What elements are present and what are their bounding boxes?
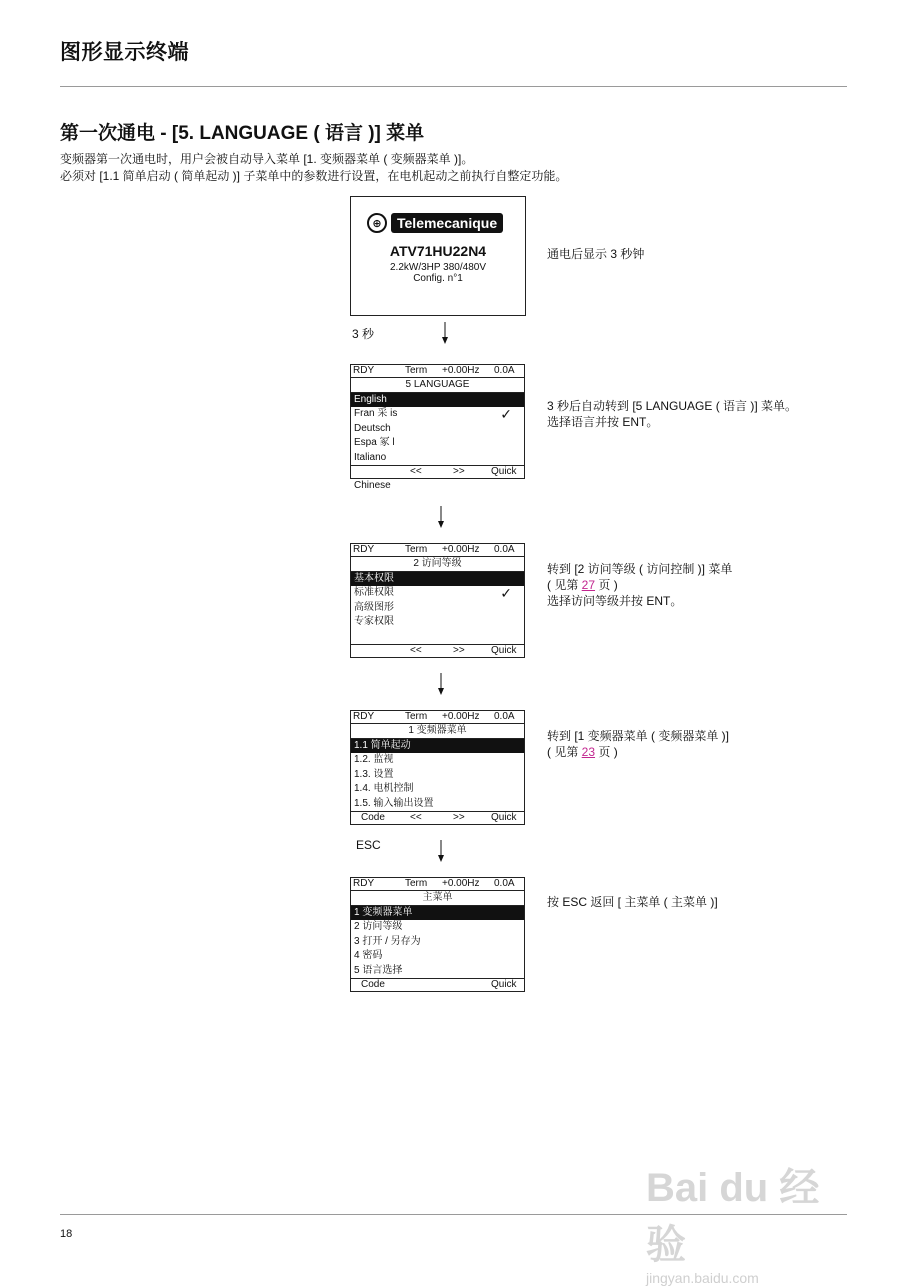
softkey-f4[interactable]: Quick xyxy=(491,465,517,477)
status-bar xyxy=(351,711,524,724)
flow-arrow-down-icon xyxy=(437,673,445,695)
menu-item[interactable]: Italiano xyxy=(354,451,387,463)
softkey-bar xyxy=(351,465,524,478)
step-1-description xyxy=(547,398,797,430)
check-icon: ✓ xyxy=(500,585,512,602)
softkey-f4[interactable]: Quick xyxy=(491,978,517,990)
softkey-f3[interactable]: >> xyxy=(453,644,465,656)
menu-item-label: 标准权限 xyxy=(354,587,394,599)
step-3-description xyxy=(547,728,729,760)
telemecanique-logo xyxy=(367,211,517,235)
softkey-bar xyxy=(351,978,524,991)
flow-arrow-down-icon xyxy=(437,840,445,862)
step-4-trigger: ESC xyxy=(356,838,381,852)
softkey-f2[interactable]: << xyxy=(410,644,422,656)
status-channel: Term xyxy=(405,878,428,889)
description-line: 转到 [1 变频器菜单 ( 变频器菜单 )] xyxy=(547,729,730,743)
status-mode: RDY xyxy=(353,711,375,722)
description-line: 选择访问等级并按 ENT。 xyxy=(547,594,683,608)
softkey-f2[interactable]: << xyxy=(410,465,422,477)
flow-arrow-down-icon xyxy=(441,322,449,344)
page-link[interactable]: 23 xyxy=(581,745,596,759)
description-line xyxy=(547,744,729,760)
flow-arrow-down-icon xyxy=(437,506,445,528)
menu-item[interactable]: 1.5. 输入输出设置 xyxy=(354,797,434,809)
status-frequency: +0.00Hz xyxy=(442,711,480,722)
status-frequency: +0.00Hz xyxy=(442,878,480,889)
lcd-title: 5 LANGUAGE xyxy=(351,378,524,393)
step-4-description xyxy=(547,894,718,910)
softkey-f3[interactable]: >> xyxy=(453,811,465,823)
watermark-brand: Bai du 经验 xyxy=(646,1166,820,1267)
header-divider xyxy=(60,86,847,87)
description-line: 转到 [2 访问等级 ( 访问控制 )] 菜单 xyxy=(547,562,733,576)
status-bar xyxy=(351,365,524,378)
menu-item[interactable] xyxy=(351,586,524,600)
softkey-f1[interactable]: Code xyxy=(361,978,385,990)
status-channel: Term xyxy=(405,365,428,376)
status-bar xyxy=(351,878,524,891)
status-mode: RDY xyxy=(353,365,375,376)
drive-model: ATV71HU22N4 xyxy=(389,243,487,259)
baidu-watermark xyxy=(646,1156,856,1286)
menu-item[interactable]: 4 密码 xyxy=(354,950,383,962)
section-title: 第一次通电 - [5. LANGUAGE ( 语言 )] 菜单 xyxy=(60,123,425,144)
menu-item-empty xyxy=(351,630,524,644)
menu-item[interactable]: 1 变频器菜单 xyxy=(351,906,524,920)
status-channel: Term xyxy=(405,544,428,555)
page-number: 18 xyxy=(60,1228,73,1240)
menu-item[interactable]: 1.1 简单起动 xyxy=(351,739,524,753)
menu-item[interactable]: 1.4. 电机控制 xyxy=(354,783,414,795)
drive-menu-screen xyxy=(350,710,525,825)
status-bar xyxy=(351,544,524,557)
drive-config: Config. n°1 xyxy=(413,273,463,284)
lcd-title: 主菜单 xyxy=(351,891,524,906)
lcd-title: 2 访问等级 xyxy=(351,557,524,572)
language-screen xyxy=(350,364,525,479)
description-line: 按 ESC 返回 [ 主菜单 ( 主菜单 )] xyxy=(547,895,718,909)
menu-item[interactable]: 基本权限 xyxy=(351,572,524,586)
softkey-f4[interactable]: Quick xyxy=(491,811,517,823)
menu-item[interactable]: 1.2. 监视 xyxy=(354,754,394,766)
menu-item[interactable] xyxy=(351,407,524,421)
description-text: 页 ) xyxy=(595,745,618,759)
intro-line-2: 必须对 [1.1 简单启动 ( 简单起动 )] 子菜单中的参数进行设置，在电机起动之前执行自整定功能。 xyxy=(60,169,568,183)
status-current: 0.0A xyxy=(494,878,515,889)
menu-item[interactable]: 专家权限 xyxy=(354,616,394,628)
drive-rating: 2.2kW/3HP 380/480V xyxy=(390,262,486,273)
lcd-title: 1 变频器菜单 xyxy=(351,724,524,739)
status-mode: RDY xyxy=(353,878,375,889)
softkey-f4[interactable]: Quick xyxy=(491,644,517,656)
description-line: 3 秒后自动转到 [5 LANGUAGE ( 语言 )] 菜单。 xyxy=(547,399,798,413)
description-text: 页 ) xyxy=(595,578,618,592)
menu-item[interactable]: Espa 冢 l xyxy=(354,437,395,449)
brand-name: Telemecanique xyxy=(391,213,503,233)
page-link[interactable]: 27 xyxy=(581,578,596,592)
access-level-screen xyxy=(350,543,525,658)
description-text: ( 见第 xyxy=(547,578,582,592)
menu-item[interactable]: English xyxy=(351,393,524,407)
status-mode: RDY xyxy=(353,544,375,555)
status-current: 0.0A xyxy=(494,365,515,376)
menu-item[interactable]: Deutsch xyxy=(354,422,391,434)
softkey-f2[interactable]: << xyxy=(410,811,422,823)
softkey-f3[interactable]: >> xyxy=(453,465,465,477)
description-line xyxy=(547,577,732,593)
menu-item[interactable]: 2 访问等级 xyxy=(354,921,403,933)
boot-description: 通电后显示 3 秒钟 xyxy=(547,247,645,261)
menu-item[interactable]: 1.3. 设置 xyxy=(354,768,394,780)
menu-item[interactable]: 高级图形 xyxy=(354,601,394,613)
softkey-f1[interactable]: Code xyxy=(361,811,385,823)
watermark-url: jingyan.baidu.com xyxy=(646,1270,759,1286)
check-icon: ✓ xyxy=(500,406,512,423)
step-1-trigger: 3 秒 xyxy=(352,327,375,341)
status-current: 0.0A xyxy=(494,544,515,555)
softkey-bar xyxy=(351,644,524,657)
softkey-bar xyxy=(351,811,524,824)
boot-screen xyxy=(350,196,526,316)
main-menu-screen xyxy=(350,877,525,992)
status-channel: Term xyxy=(405,711,428,722)
menu-item-label: Fran 采 is xyxy=(354,408,398,420)
status-current: 0.0A xyxy=(494,711,515,722)
menu-item-offscreen: Chinese xyxy=(354,480,391,491)
page-title: 图形显示终端 xyxy=(60,41,189,64)
status-frequency: +0.00Hz xyxy=(442,544,480,555)
menu-item[interactable]: 5 语言选择 xyxy=(354,964,403,976)
brand-symbol-icon: ⊕ xyxy=(367,213,387,233)
intro-line-1: 变频器第一次通电时，用户会被自动导入菜单 [1. 变频器菜单 ( 变频器菜单 )]。 xyxy=(60,152,474,166)
description-line: 选择语言并按 ENT。 xyxy=(547,415,659,429)
step-2-description xyxy=(547,561,732,609)
status-frequency: +0.00Hz xyxy=(442,365,480,376)
menu-item[interactable]: 3 打开 / 另存为 xyxy=(354,935,421,947)
description-text: ( 见第 xyxy=(547,745,582,759)
